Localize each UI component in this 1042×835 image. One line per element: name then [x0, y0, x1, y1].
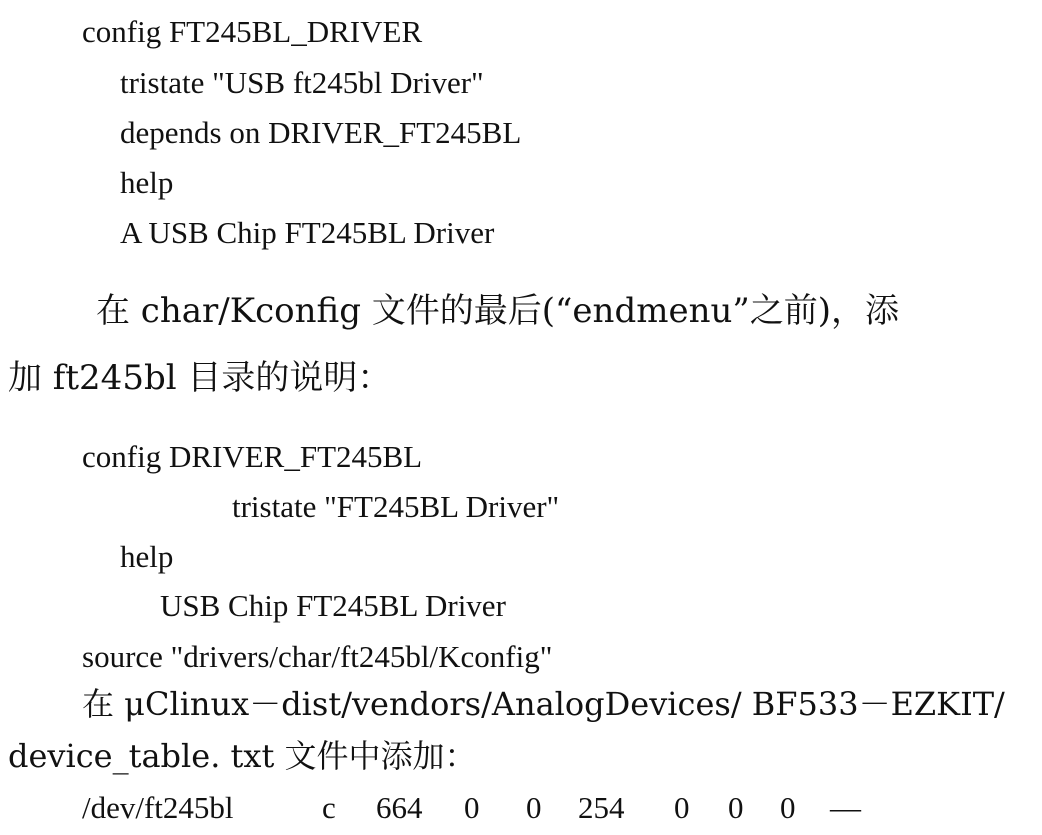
code-line-help-2: help [120, 539, 174, 574]
device-minor: 0 [674, 790, 690, 825]
paragraph-2-line-1: 在 μClinux－dist/vendors/AnalogDevices/ BF533－EZKIT/ [82, 685, 1005, 723]
code-line-help-text: A USB Chip FT245BL Driver [120, 215, 495, 250]
paragraph-2-line-2: device_table. txt 文件中添加： [8, 737, 477, 775]
code-line-config-ft245bl-driver: config FT245BL_DRIVER [82, 14, 423, 49]
code-line-help: help [120, 165, 174, 200]
device-mode: 664 [376, 790, 423, 825]
code-line-config-driver-ft245bl: config DRIVER_FT245BL [82, 439, 423, 474]
device-uid: 0 [464, 790, 480, 825]
code-line-tristate-usb: tristate "USB ft245bl Driver" [120, 65, 484, 100]
device-major: 254 [578, 790, 625, 825]
code-line-depends-on: depends on DRIVER_FT245BL [120, 115, 522, 150]
device-start: 0 [780, 790, 796, 825]
paragraph-1-line-1: 在 char/Kconfig 文件的最后(“endmenu”之前)，添 [96, 291, 900, 331]
device-count: — [830, 790, 861, 825]
code-line-source: source "drivers/char/ft245bl/Kconfig" [82, 639, 553, 674]
code-line-tristate-ft245bl: tristate "FT245BL Driver" [232, 489, 560, 524]
device-gid: 0 [526, 790, 542, 825]
device-inc: 0 [728, 790, 744, 825]
device-path: /dev/ft245bl [82, 790, 234, 825]
device-type: c [322, 790, 336, 825]
paragraph-1-line-2: 加 ft245bl 目录的说明： [8, 358, 392, 398]
code-line-help-text-2: USB Chip FT245BL Driver [160, 588, 506, 623]
